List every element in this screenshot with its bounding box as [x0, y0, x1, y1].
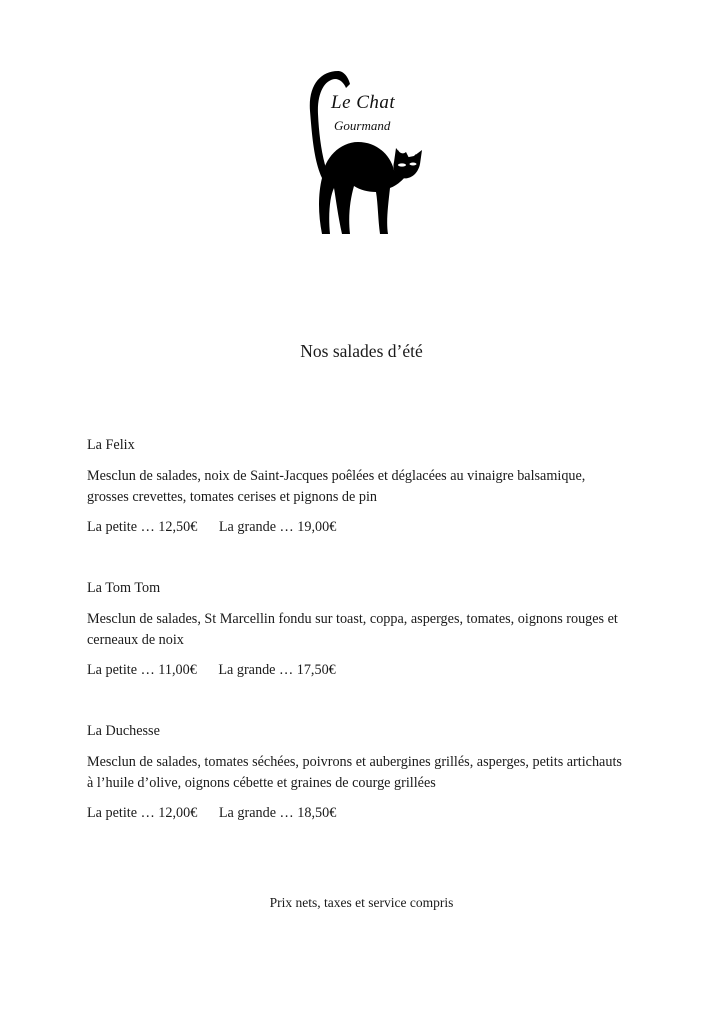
logo-subtitle: Gourmand: [334, 118, 391, 133]
item-description: Mesclun de salades, tomates séchées, poivrons et aubergines grillés, asperges, petits artichauts à l’huile d’olive, oignons cébette et graines de courge grillées: [87, 754, 622, 791]
menu-item-duchesse: [87, 722, 627, 822]
price-small: La petite … 11,00€: [87, 662, 197, 678]
logo-title: Le Chat: [331, 92, 396, 113]
item-name: La Felix: [87, 437, 135, 453]
item-name: La Tom Tom: [87, 580, 161, 596]
menu-item-felix: [87, 436, 627, 536]
item-prices: [87, 661, 627, 679]
item-prices: [87, 804, 627, 822]
item-name: La Duchesse: [87, 723, 160, 739]
price-small: La petite … 12,50€: [87, 519, 198, 535]
price-large: La grande … 17,50€: [218, 662, 336, 678]
footer-note: Prix nets, taxes et service compris: [269, 895, 454, 910]
menu-item-tom-tom: [87, 579, 627, 679]
item-description: Mesclun de salades, St Marcellin fondu sur toast, coppa, asperges, tomates, oignons rouges et cerneaux de noix: [87, 611, 618, 648]
price-small: La petite … 12,00€: [87, 805, 198, 821]
price-large: La grande … 18,50€: [218, 805, 337, 821]
item-description: Mesclun de salades, noix de Saint-Jacques poêlées et déglacées au vinaigre balsamique, grosses crevettes, tomates cerises et pignons de pin: [87, 468, 586, 505]
price-large: La grande … 19,00€: [218, 519, 337, 535]
page-title: Nos salades d’été: [300, 341, 423, 361]
item-prices: [87, 518, 627, 536]
